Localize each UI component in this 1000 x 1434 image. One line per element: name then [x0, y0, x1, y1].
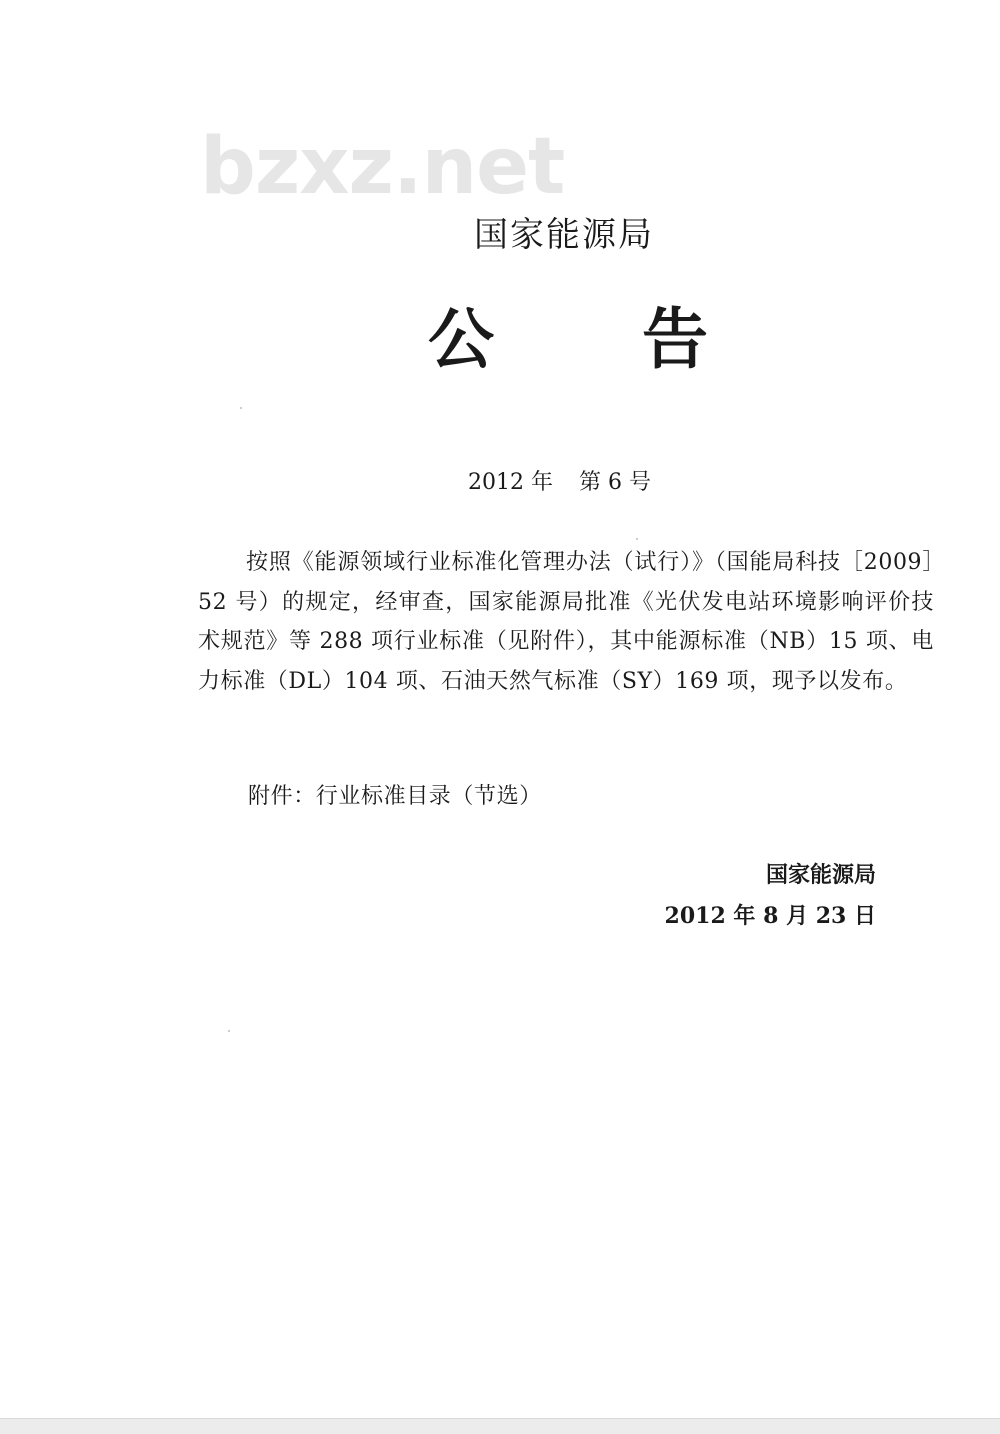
attachment-line: 附件：行业标准目录（节选）: [248, 784, 542, 809]
issue-sequence: 第 6 号: [578, 470, 651, 495]
scan-speck: [228, 1030, 230, 1032]
title-char-2: 告: [642, 301, 708, 378]
issue-year: 2012 年: [468, 470, 553, 495]
announcement-body: 按照《能源领域行业标准化管理办法（试行）》（国能局科技［2009］52 号）的规定，经审查，国家能源局批准《光伏发电站环境影响评价技术规范》等 288 项行业标准（见附件），其中能源标准（NB）15 项、电力标准（DL）104 项、石油天然气标准（SY）169 项，现予以发布。: [198, 550, 934, 694]
watermark: bzxz.net: [200, 122, 565, 212]
announcement-title: [428, 300, 708, 380]
issuer-heading: 国家能源局: [474, 215, 654, 255]
title-char-1: 公: [428, 301, 494, 378]
viewer-bottom-bar: [0, 1418, 1000, 1434]
issue-number: [468, 466, 651, 500]
signature-date: 2012 年 8 月 23 日: [664, 903, 876, 929]
scan-speck: [636, 538, 638, 540]
signature-organization: 国家能源局: [765, 863, 876, 888]
scan-speck: [240, 407, 242, 409]
